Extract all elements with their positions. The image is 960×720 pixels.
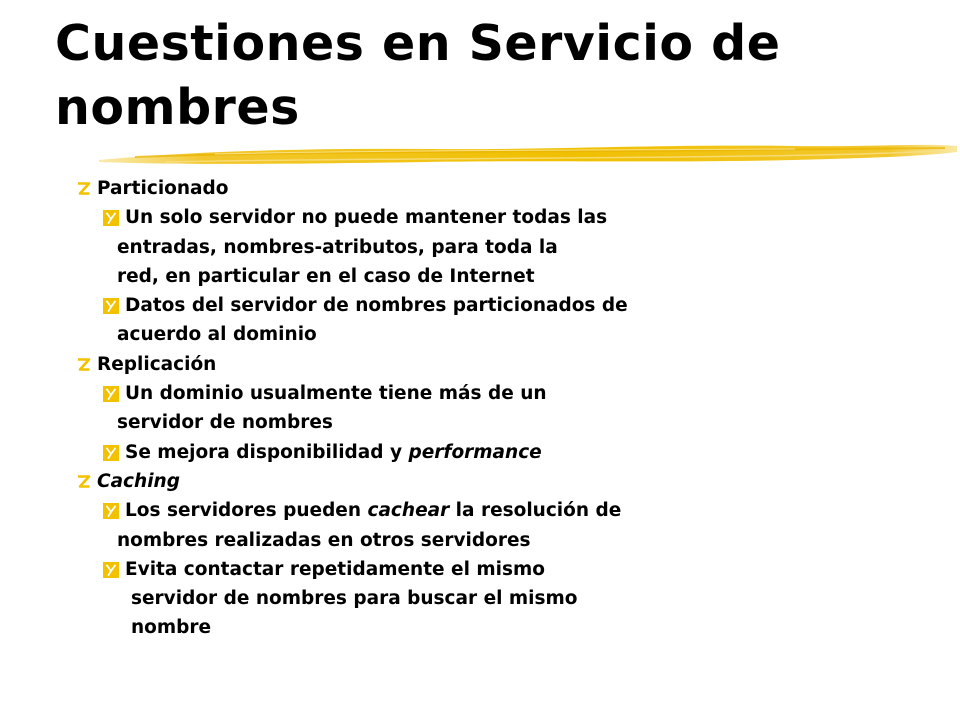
sub-bullet [76,379,896,408]
sub-bullet-continuation: nombres realizadas en otros servidores [117,529,531,551]
text-segment: Los servidores pueden [125,500,368,522]
bullet-replicacion [76,350,896,379]
sub-bullet-text: Un solo servidor no puede mantener todas las [125,207,608,229]
sub-bullet [76,291,896,320]
text-segment: Se mejora disponibilidad y [125,441,409,463]
sub-bullet-continuation: acuerdo al dominio [117,324,317,346]
section-heading: Replicación [97,353,217,375]
italic-term: cachear [367,500,450,522]
sub-bullet-text [125,438,542,467]
sub-bullet-continuation: servidor de nombres [117,412,333,434]
section-heading: Caching [97,470,180,492]
z-dingbat-icon [76,181,91,196]
y-box-dingbat-icon [103,445,119,461]
sub-bullet [76,555,896,584]
sub-bullet [76,496,896,525]
italic-term: performance [408,441,542,463]
sub-bullet-continuation: servidor de nombres para buscar el mismo [131,588,578,610]
title-underline-brushstroke [95,138,960,172]
sub-bullet-continuation: red, en particular en el caso de Internet [117,265,535,287]
y-box-dingbat-icon [103,386,119,402]
section-heading: Particionado [97,178,229,199]
sub-bullet-text: Un dominio usualmente tiene más de un [125,383,547,405]
y-box-dingbat-icon [103,210,119,226]
bullet-particionado [76,174,896,203]
bullet-caching [76,467,896,496]
sub-bullet-text [125,496,621,525]
z-dingbat-icon [76,474,91,489]
y-box-dingbat-icon [103,562,119,578]
slide-body [76,174,896,643]
sub-bullet [76,203,896,232]
y-box-dingbat-icon [103,298,119,314]
sub-bullet-text: Evita contactar repetidamente el mismo [125,558,545,580]
z-dingbat-icon [76,357,91,372]
slide-title: Cuestiones en Servicio de nombres [55,15,781,136]
sub-bullet-continuation: entradas, nombres-atributos, para toda la [117,236,558,258]
sub-bullet-text: Datos del servidor de nombres particionados de [125,295,628,317]
text-segment: la resolución de [449,500,622,522]
sub-bullet [76,438,896,467]
sub-bullet-continuation: nombre [131,617,212,639]
y-box-dingbat-icon [103,503,119,519]
